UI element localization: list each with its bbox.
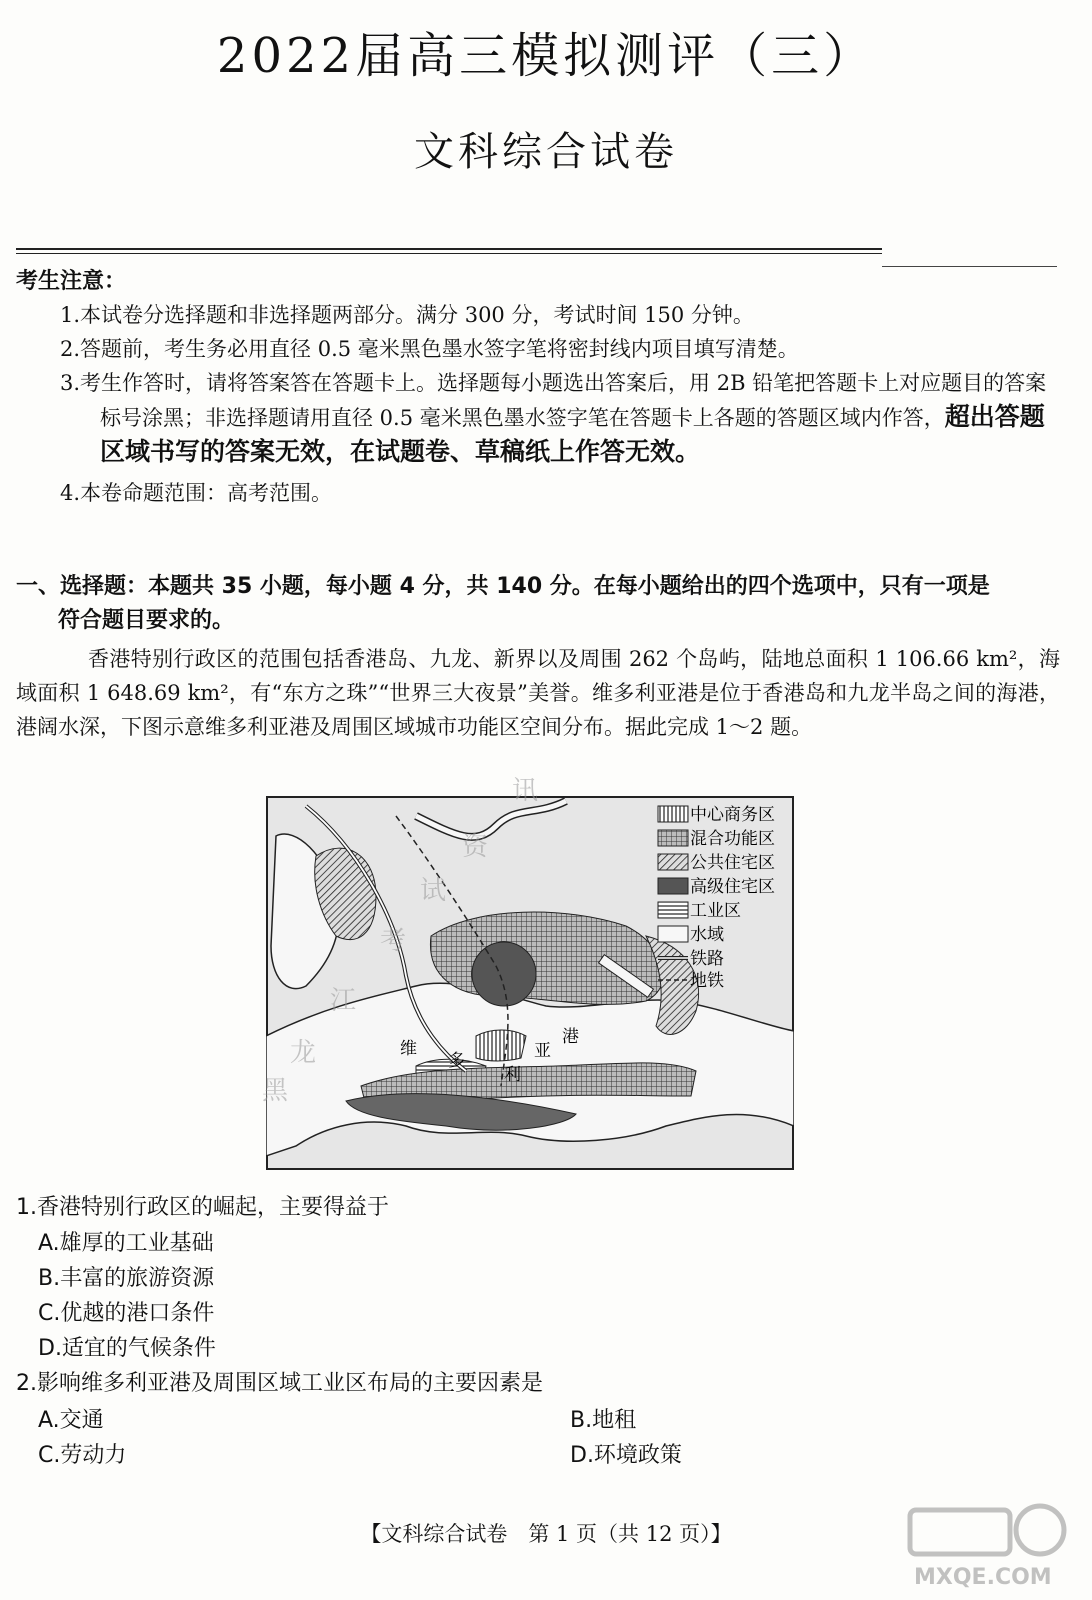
legend-metro: 地铁 [690, 971, 724, 991]
notice-item-1: 1.本试卷分选择题和非选择题两部分。满分 300 分，考试时间 150 分钟。 [60, 303, 754, 327]
watermark-char-3: 江 [330, 986, 357, 1016]
page-footer: 【文科综合试卷 第 1 页（共 12 页）】 [360, 1522, 732, 1546]
section-heading-line1: 一、选择题：本题共 35 小题，每小题 4 分，共 140 分。在每小题给出的四个选项中，只有一项是 [16, 574, 990, 599]
notice-item-3-text: 3.考生作答时，请将答案答在答题卡上。选择题每小题选出答案后，用 2B 铅笔把答题卡上对应题目的答案标号涂黑；非选择题请用直径 0.5 毫米黑色墨水签字笔在答题卡上各题的答题区域内作答， [60, 371, 1047, 430]
header-rule-thin [882, 266, 1057, 267]
question-1-option-d: D.适宜的气候条件 [38, 1336, 216, 1361]
notice-item-3-bold: 超出答题区域书写的答案无效，在试题卷、草稿纸上作答无效。 [100, 402, 1045, 466]
harbour-label-1: 维 [400, 1039, 417, 1059]
section-heading-line2: 符合题目要求的。 [58, 608, 235, 633]
legend-public: 公共住宅区 [690, 853, 775, 873]
watermark-char-7: 讯 [512, 776, 539, 806]
harbour-label-4: 亚 [534, 1041, 551, 1061]
passage-text: 香港特别行政区的范围包括香港岛、九龙、新界以及周围 262 个岛屿，陆地总面积 1 106.66 km²，海域面积 1 648.69 km²，有“东方之珠”“世界三大夜景”美誉。维多利亚港是位于香港岛和九龙半岛之间的海港，港阔水深，下图示意维多利亚港及周围区域城市功能区空间分布。据此完成 1～2 题。 [16, 647, 1060, 739]
watermark-stamp-logo [900, 1500, 1070, 1590]
watermark-char-5: 试 [420, 876, 447, 906]
harbour-label-5: 港 [562, 1027, 579, 1047]
notice-item-3 [60, 366, 1060, 470]
legend-mixed: 混合功能区 [690, 829, 775, 849]
question-1-option-a: A.雄厚的工业基础 [38, 1231, 214, 1256]
question-2-stem: 2.影响维多利亚港及周围区域工业区布局的主要因素是 [16, 1371, 543, 1396]
legend-high-end: 高级住宅区 [690, 877, 775, 897]
header-rule [16, 248, 882, 254]
section-heading [16, 570, 1056, 638]
legend-water: 水域 [690, 925, 724, 945]
question-1-option-c: C.优越的港口条件 [38, 1301, 215, 1326]
harbour-label-2: 多 [448, 1051, 465, 1071]
watermark-char-6: 资 [462, 832, 489, 862]
question-1-stem: 1.香港特别行政区的崛起，主要得益于 [16, 1195, 389, 1220]
question-2-option-b: B.地租 [570, 1408, 637, 1433]
legend-cbd: 中心商务区 [690, 805, 775, 825]
zone-cbd [476, 1030, 526, 1061]
notice-title: 考生注意： [16, 269, 127, 294]
question-2-option-a: A.交通 [38, 1408, 104, 1433]
passage [16, 642, 1060, 744]
legend-industrial: 工业区 [690, 901, 741, 921]
notice-item-4: 4.本卷命题范围：高考范围。 [60, 481, 333, 505]
zone-high-end-residential-circle [472, 942, 536, 1006]
harbour-label-3: 利 [504, 1065, 521, 1085]
exam-title: 2022届高三模拟测评（三） [216, 28, 876, 84]
question-2-option-d: D.环境政策 [570, 1443, 682, 1468]
notice-list [60, 298, 1060, 510]
watermark-char-4: 考 [380, 926, 407, 956]
watermark-char-2: 龙 [290, 1038, 317, 1068]
watermark-char-1: 黑 [262, 1076, 289, 1106]
notice-item-2: 2.答题前，考生务必用直径 0.5 毫米黑色墨水签字笔将密封线内项目填写清楚。 [60, 337, 799, 361]
legend-railway: 铁路 [690, 949, 724, 969]
question-1-option-b: B.丰富的旅游资源 [38, 1266, 215, 1291]
exam-subtitle: 文科综合试卷 [414, 129, 678, 175]
stamp-text: MXQE.COM [914, 1565, 1052, 1590]
question-2-option-c: C.劳动力 [38, 1443, 127, 1468]
